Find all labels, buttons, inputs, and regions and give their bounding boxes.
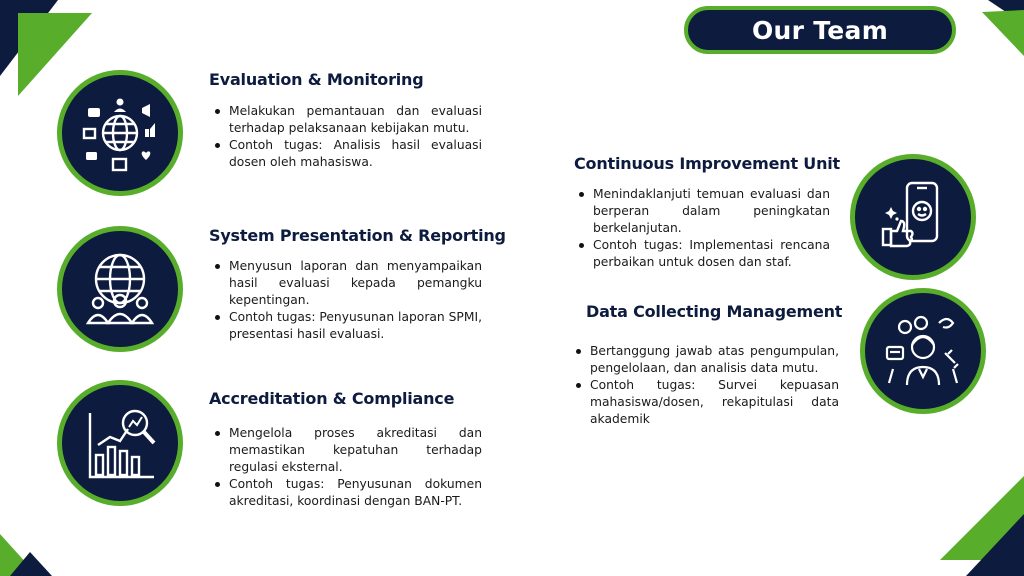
icon-circle-accreditation	[57, 380, 183, 506]
bullet-list	[209, 258, 482, 343]
section-heading: Accreditation & Compliance	[209, 389, 455, 408]
section-data-collecting-management	[570, 302, 843, 428]
list-item: Contoh tugas: Analisis hasil evaluasi dosen oleh mahasiswa.	[209, 137, 482, 171]
list-item: Bertanggung jawab atas pengumpulan, pengelolaan, dan analisis data mutu.	[570, 343, 839, 377]
icon-circle-data-collecting	[860, 288, 986, 414]
icon-circle-evaluation	[57, 70, 183, 196]
bullet-list	[570, 343, 839, 428]
feedback-person-icon	[879, 307, 967, 395]
section-accreditation-compliance	[209, 389, 482, 510]
list-item: Menindaklanjuti temuan evaluasi dan berperan dalam peningkatan berkelanjutan.	[573, 186, 830, 237]
section-continuous-improvement	[573, 154, 841, 271]
section-system-presentation-reporting	[209, 226, 506, 343]
list-item: Contoh tugas: Penyusunan laporan SPMI, presentasi hasil evaluasi.	[209, 309, 482, 343]
social-globe-icon	[76, 89, 164, 177]
list-item: Contoh tugas: Survei kepuasan mahasiswa/dosen, rekapitulasi data akademik	[570, 377, 839, 428]
page-title: Our Team	[751, 15, 889, 45]
section-heading: System Presentation & Reporting	[209, 226, 506, 245]
bullet-list	[573, 186, 830, 271]
section-evaluation-monitoring	[209, 70, 482, 171]
section-heading: Data Collecting Management	[586, 302, 843, 321]
icon-circle-reporting	[57, 226, 183, 352]
section-heading: Continuous Improvement Unit	[574, 154, 841, 173]
list-item: Menyusun laporan dan menyampaikan hasil evaluasi kepada pemangku kepentingan.	[209, 258, 482, 309]
section-heading: Evaluation & Monitoring	[209, 70, 424, 89]
corner-decoration-top-right	[960, 0, 1024, 60]
analytics-magnifier-icon	[76, 399, 164, 487]
list-item: Melakukan pemantauan dan evaluasi terhadap pelaksanaan kebijakan mutu.	[209, 103, 482, 137]
list-item: Contoh tugas: Penyusunan dokumen akreditasi, koordinasi dengan BAN-PT.	[209, 476, 482, 510]
globe-people-icon	[76, 245, 164, 333]
corner-decoration-bottom-left	[0, 518, 62, 576]
phone-thumbs-up-icon	[869, 173, 957, 261]
bullet-list	[209, 425, 482, 510]
bullet-list	[209, 103, 482, 171]
list-item: Contoh tugas: Implementasi rencana perbaikan untuk dosen dan staf.	[573, 237, 830, 271]
page-title-banner	[684, 6, 956, 54]
list-item: Mengelola proses akreditasi dan memastikan kepatuhan terhadap regulasi eksternal.	[209, 425, 482, 476]
icon-circle-improvement	[850, 154, 976, 280]
corner-decoration-bottom-right	[924, 476, 1024, 576]
